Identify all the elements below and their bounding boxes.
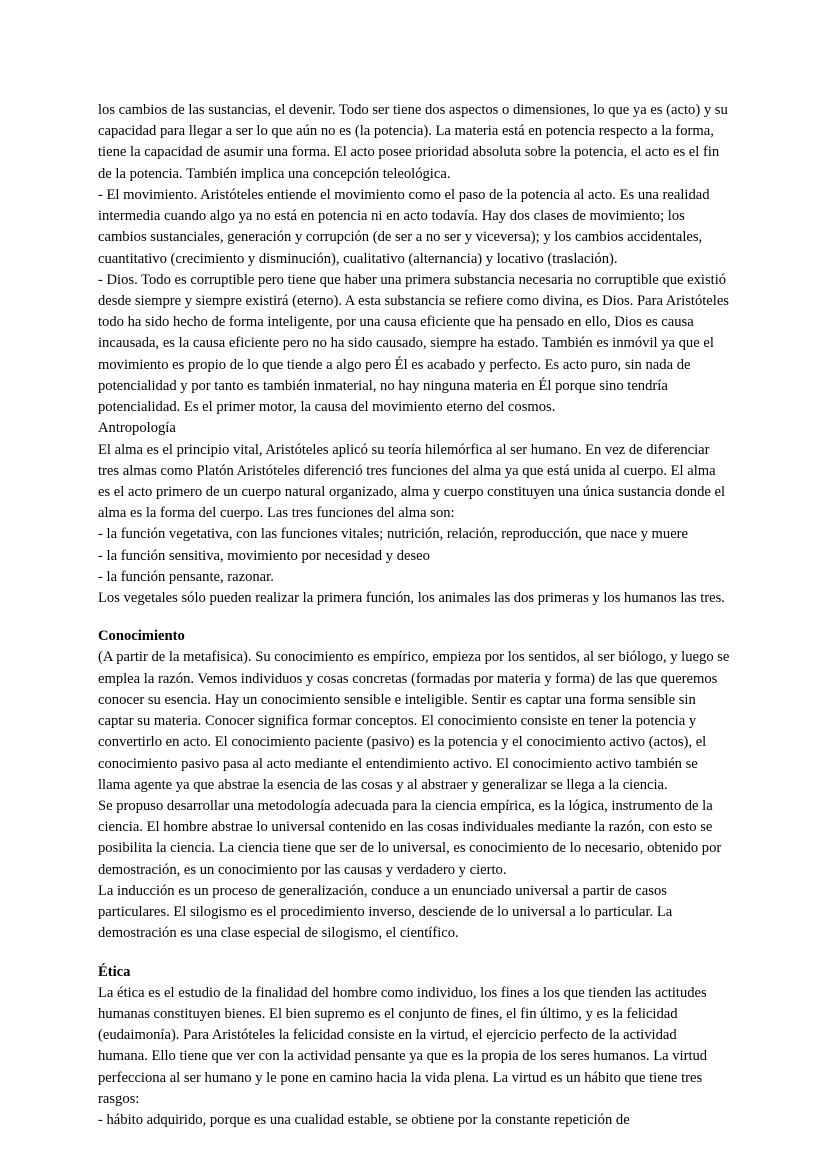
paragraph-funcion-sensitiva: - la función sensitiva, movimiento por necesidad y deseo bbox=[98, 547, 430, 564]
paragraph-conocimiento-empirico: (A partir de la metafisica). Su conocimiento es empírico, empieza por los sentidos, al ser biólogo, y luego se emplea la razón. Vemos individuos y cosas concretas (formadas por materia y forma) de las que queremos conocer su esencia. Hay un conocimiento sensible e inteligible. Sentir es captar una forma sensible sin captar su materia. Conocer significa formar conceptos. El conocimiento consiste en tener la potencia y convertirlo en acto. El conocimiento paciente (pasivo) es la potencia y el conocimiento activo (actos), el conocimiento pasivo pasa al acto mediante el entendimiento activo. El conocimiento activo también se llama agente ya que abstrae la esencia de las cosas y al abstraer y generalizar se llega a la ciencia. bbox=[98, 649, 730, 793]
paragraph-antropologia-label: Antropología bbox=[98, 420, 176, 437]
paragraph-etica-finalidad: La ética es el estudio de la finalidad del hombre como individuo, los fines a los que tienden las actitudes humanas constituyen bienes. El bien supremo es el conjunto de fines, el fin último, y es la felicidad (eudaimonía). Para Aristóteles la felicidad consiste en la virtud, el ejercicio perfecto de la actividad humana. Ello tiene que ver con la actividad pensante ya que es la propia de los seres humanos. La virtud perfecciona al ser humano y le pone en camino hacia la vida plena. La virtud es un hábito que tiene tres rasgos: bbox=[98, 984, 708, 1107]
paragraph-alma-principio-vital: El alma es el principio vital, Aristóteles aplicó su teoría hilemórfica al ser humano. En vez de diferenciar tres almas como Platón Aristóteles diferenció tres funciones del alma ya que está unida al cuerpo. El alma es el acto primero de un cuerpo natural organizado, alma y cuerpo constituyen una única sustancia donde el alma es la forma del cuerpo. Las tres funciones del alma son: bbox=[98, 441, 726, 522]
heading-conocimiento: Conocimiento bbox=[98, 628, 185, 645]
heading-etica: Ética bbox=[98, 963, 131, 980]
paragraph-cambios-sustancias: los cambios de las sustancias, el devenir. Todo ser tiene dos aspectos o dimensiones, lo que ya es (acto) y su capacidad para llegar a ser lo que aún no es (la potencia). La materia está en potencia respecto a la forma, tiene la capacidad de asumir una forma. El acto posee prioridad absoluta sobre la potencia, el acto es el fin de la potencia. También implica una concepción teleológica. bbox=[98, 102, 728, 182]
paragraph-funcion-pensante: - la función pensante, razonar. bbox=[98, 568, 274, 585]
paragraph-habito-adquirido: - hábito adquirido, porque es una cualidad estable, se obtiene por la constante repetición de bbox=[98, 1112, 630, 1129]
paragraph-induccion-silogismo: La inducción es un proceso de generalización, conduce a un enunciado universal a partir de casos particulares. El silogismo es el procedimiento inverso, desciende de lo universal a lo particular. La demostración es una clase especial de silogismo, el científico. bbox=[98, 882, 673, 942]
vertical-spacer-before-conocimiento bbox=[98, 609, 730, 626]
vertical-spacer-before-etica bbox=[98, 945, 730, 962]
document-text-body bbox=[98, 100, 730, 1131]
paragraph-funcion-vegetativa: - la función vegetativa, con las funciones vitales; nutrición, relación, reproducción, que nace y muere bbox=[98, 526, 689, 543]
paragraph-dios: - Dios. Todo es corruptible pero tiene que haber una primera substancia necesaria no corruptible que existió desde siempre y siempre existirá (eterno). A esta substancia se refiere como divina, es Dios. Para Aristóteles todo ha sido hecho de forma inteligente, por una causa eficiente que ha pensado en ello, Dios es causa incausada, es la causa eficiente pero no ha sido causado, siempre ha estado. También es inmóvil ya que el movimiento es propio de lo que tiende a algo pero Él es acabado y perfecto. Es acto puro, sin nada de potencialidad y por tanto es también inmaterial, no hay ninguna materia en Él porque sino tendría potencialidad. Es el primer motor, la causa del movimiento eterno del cosmos. bbox=[98, 271, 729, 416]
paragraph-vegetales-animales-humanos: Los vegetales sólo pueden realizar la primera función, los animales las dos primeras y los humanos las tres. bbox=[98, 590, 725, 607]
paragraph-metodologia-ciencia: Se propuso desarrollar una metodología adecuada para la ciencia empírica, es la lógica, instrumento de la ciencia. El hombre abstrae lo universal contenido en las cosas individuales mediante la razón, con esto se posibilita la ciencia. La ciencia tiene que ser de lo universal, es conocimiento de lo necesario, obtenido por demostración, es un conocimiento por las causas y verdadero y cierto. bbox=[98, 798, 722, 878]
paragraph-el-movimiento: - El movimiento. Aristóteles entiende el movimiento como el paso de la potencia al acto. Es una realidad intermedia cuando algo ya no está en potencia ni en acto todavía. Hay dos clases de movimiento; los cambios sustanciales, generación y corrupción (de ser a no ser y viceversa); y los cambios accidentales, cuantitativo (crecimiento y disminución), cualitativo (alternancia) y locativo (traslación). bbox=[98, 186, 710, 267]
